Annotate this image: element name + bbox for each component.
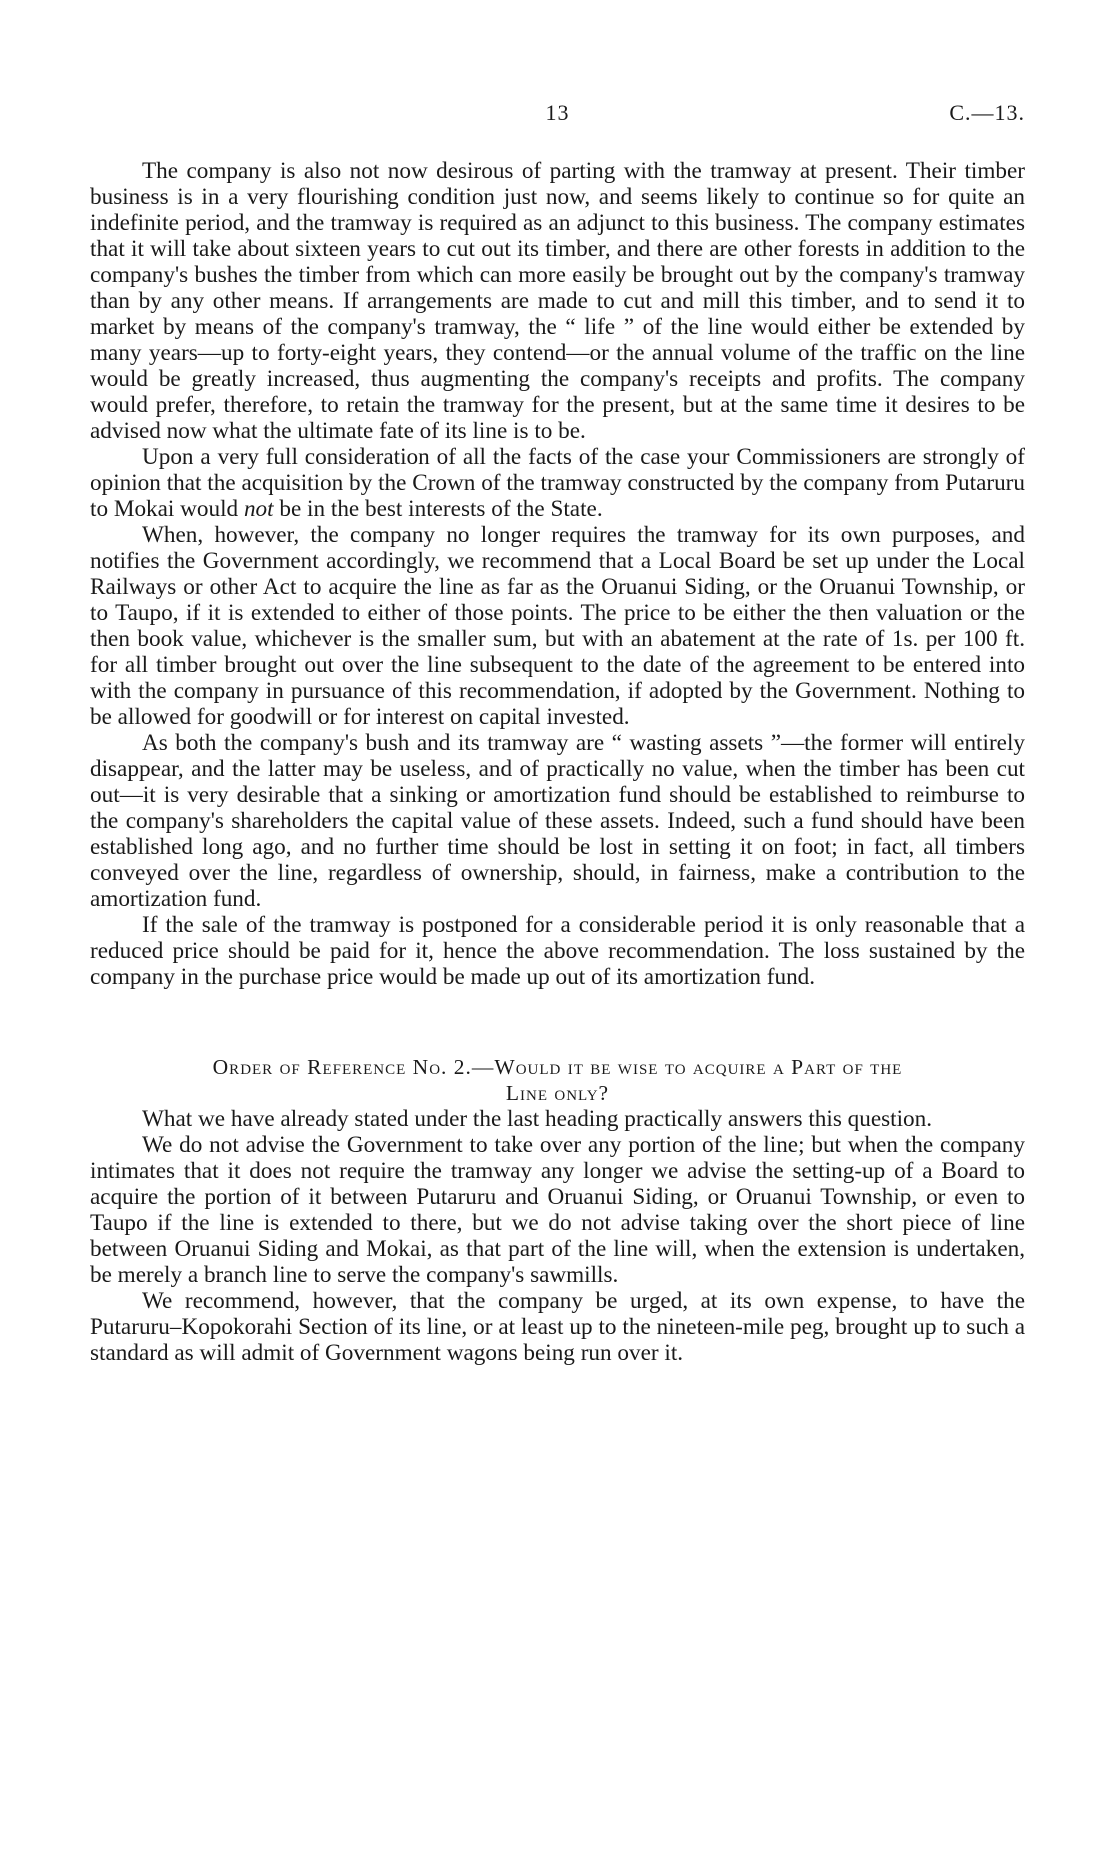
page-header bbox=[90, 100, 1025, 130]
paragraph-recommend-standard: We recommend, however, that the company be urged, at its own expense, to have the Putaruru–Kopokorahi Section of its line, or at least up to the nineteen-mile peg, brought up to such a standard as will admit of Government wagons being run over it. bbox=[90, 1288, 1025, 1366]
paragraph-commissioners-opinion bbox=[90, 444, 1025, 522]
document-reference: C.—13. bbox=[949, 100, 1025, 125]
section-gap bbox=[90, 990, 1025, 1054]
section-heading-line-1: Order of Reference No. 2.—Would it be wise to acquire a Part of the bbox=[212, 1055, 903, 1079]
paragraph-sale-postponed: If the sale of the tramway is postponed for a considerable period it is only reasonable that a reduced price should be paid for it, hence the above recommendation. The loss sustained by the company in the purchase price would be made up out of its amortization fund. bbox=[90, 912, 1025, 990]
emphasis-not: not bbox=[243, 496, 274, 522]
paragraph-text: Upon a very full consideration of all the facts of the case your Commissioners are strongly of opinion that the acquisition by the Crown of the tramway constructed by the company from Putaruru to Mokai would bbox=[90, 444, 1025, 522]
paragraph-local-board-recommendation: When, however, the company no longer requires the tramway for its own purposes, and notifies the Government accordingly, we recommend that a Local Board be set up under the Local Railways or other Act to acquire the line as far as the Oruanui Siding, or the Oruanui Township, or to Taupo, if it is extended to either of those points. The price to be either the then valuation or the then book value, whichever is the smaller sum, but with an abatement at the rate of 1s. per 100 ft. for all timber brought out over the line subsequent to the date of the agreement to be entered into with the company in pursuance of this recommendation, if adopted by the Government. Nothing to be allowed for goodwill or for interest on capital invested. bbox=[90, 522, 1025, 730]
page-number: 13 bbox=[545, 100, 570, 125]
paragraph-wasting-assets: As both the company's bush and its tramway are “ wasting assets ”—the former will entirely disappear, and the latter may be useless, and of practically no value, when the timber has been cut out—it is very desirable that a sinking or amortization fund should be established to reimburse to the company's shareholders the capital value of these assets. Indeed, such a fund should have been established long ago, and no further time should be lost in setting it on foot; in fact, all timbers conveyed over the line, regardless of ownership, should, in fairness, make a contribution to the amortization fund. bbox=[90, 730, 1025, 912]
section-heading-line-2: Line only? bbox=[505, 1081, 610, 1105]
body-text bbox=[90, 158, 1025, 1366]
paragraph-do-not-advise: We do not advise the Government to take over any portion of the line; but when the company intimates that it does not require the tramway any longer we advise the setting-up of a Board to acquire the portion of it between Putaruru and Oruanui Siding, or Oruanui Township, or even to Taupo if the line is extended to there, but we do not advise taking over the short piece of line between Oruanui Siding and Mokai, as that part of the line will, when the extension is undertaken, be merely a branch line to serve the company's sawmills. bbox=[90, 1132, 1025, 1288]
paragraph-already-stated: What we have already stated under the last heading practically answers this question. bbox=[142, 1106, 933, 1132]
paragraph-company-not-desirous: The company is also not now desirous of parting with the tramway at present. Their timber business is in a very flourishing condition just now, and seems likely to continue so for quite an indefinite period, and the tramway is required as an adjunct to this business. The company estimates that it will take about sixteen years to cut out its timber, and there are other forests in addition to the company's bushes the timber from which can more easily be brought out by the company's tramway than by any other means. If arrangements are made to cut and mill this timber, and to send it to market by means of the company's tramway, the “ life ” of the line would either be extended by many years—up to forty-eight years, they contend—or the annual volume of the traffic on the line would be greatly increased, thus augmenting the company's receipts and profits. The company would prefer, therefore, to retain the tramway for the present, but at the same time it desires to be advised now what the ultimate fate of its line is to be. bbox=[90, 158, 1025, 444]
paragraph-text: be in the best interests of the State. bbox=[273, 496, 603, 522]
section-heading bbox=[90, 1054, 1025, 1106]
